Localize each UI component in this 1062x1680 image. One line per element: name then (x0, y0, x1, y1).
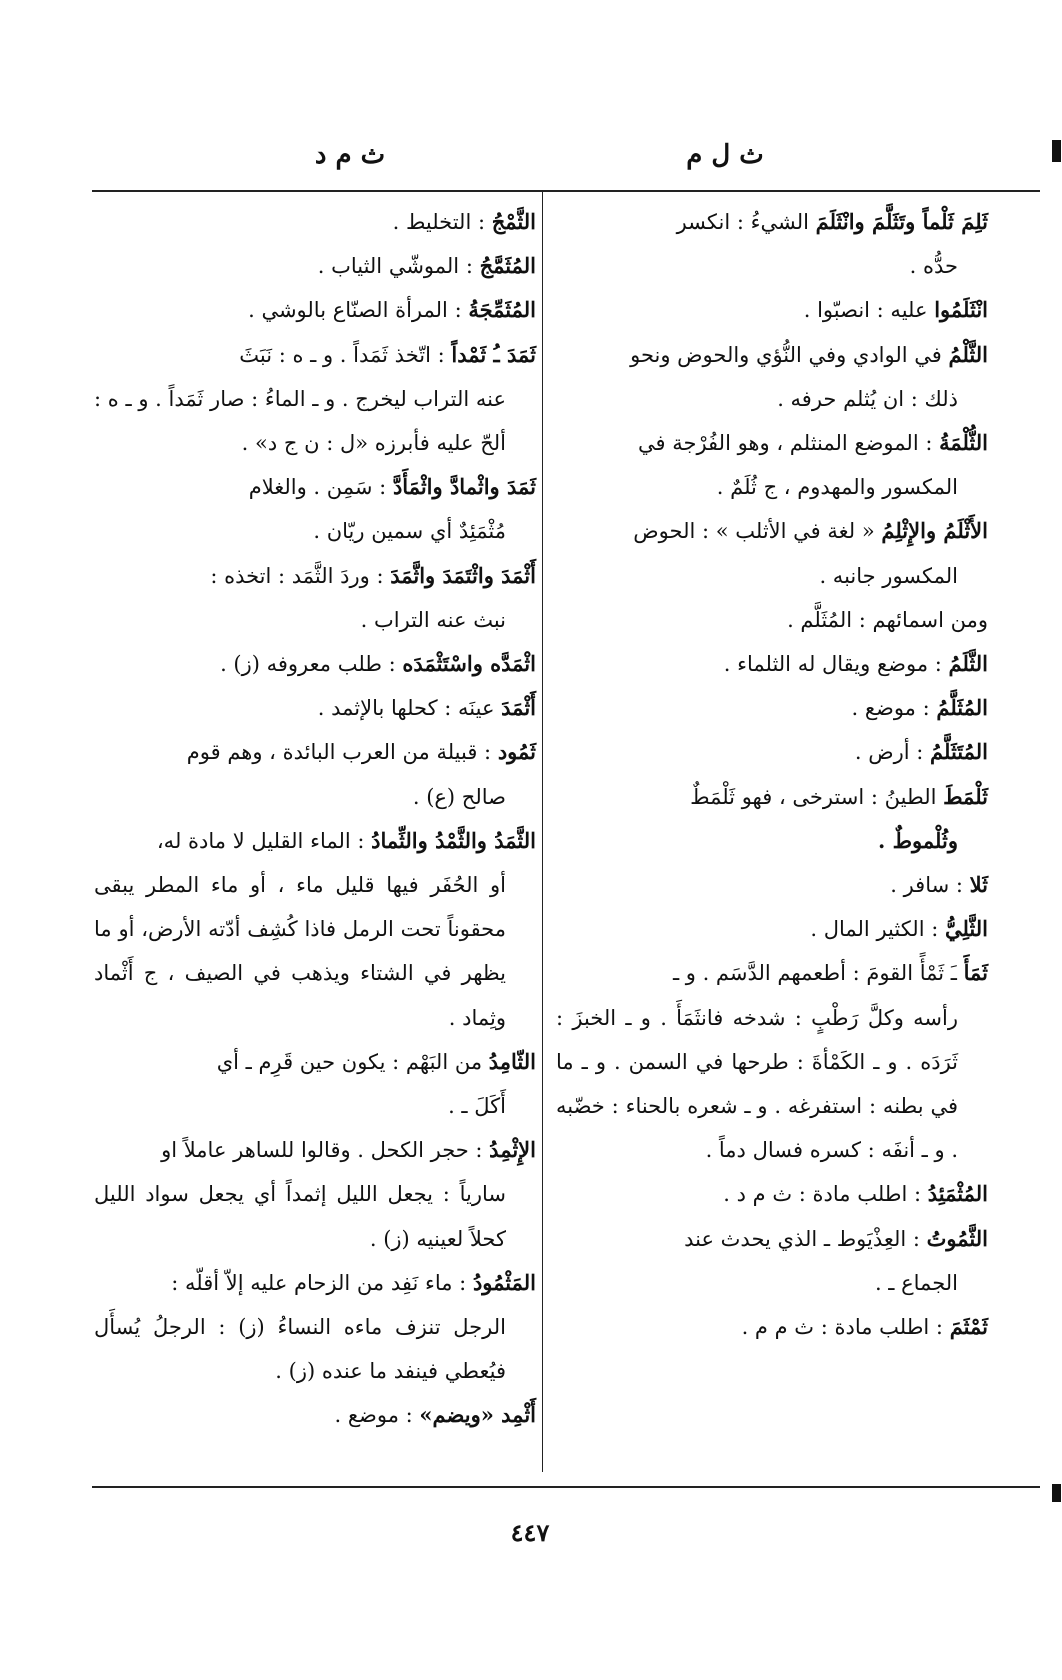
definition: : المرأة الصنّاع بالوشي . (248, 298, 469, 323)
headword: ثَمَأَ (963, 960, 988, 986)
definition-continuation: المكسور والمهدوم ، ج ثُلَمٌ . (716, 475, 958, 500)
headword: اثْمَدَّه واسْتَثْمَدَه (402, 651, 536, 677)
entry (94, 200, 536, 244)
definition: : التخليط . (392, 210, 492, 234)
definition-continuation: حدُّه . (909, 254, 958, 279)
definition: : موضع . (851, 696, 937, 721)
definition: : الماء القليل لا مادة له، (156, 828, 372, 853)
definition: : الموضع المنثلم ، وهو الفُرْجة في (638, 431, 940, 456)
definition-continuation: مُثْمَئِدٌ أي سمين ريّان . (313, 519, 506, 544)
page-number: ٤٤٧ (510, 1518, 550, 1547)
definition: : وردَ الثَّمَد : اتخذه : (210, 563, 391, 588)
headword: الثَّلْمُ (948, 341, 988, 367)
entry (556, 1217, 988, 1305)
headword: الثُّلْمَةُ (939, 430, 988, 456)
definition: : الموشّي الثياب . (317, 254, 480, 279)
definition: : اتّخذ ثَمَداً . و ـ ه : نَبَثَ (239, 342, 452, 367)
bottom-rule (92, 1486, 1040, 1488)
entry (556, 1305, 988, 1349)
definition-continuation: سارياً : يجعل الليل إثمداً أي يجعل سواد الليل كحلاً لعينيه (ز) . (94, 1182, 506, 1251)
headword: الثّامِدُ (488, 1048, 536, 1074)
right-column (556, 200, 988, 1349)
entry (94, 1040, 536, 1128)
scan-edge-mark (1052, 1484, 1061, 1502)
headword: الثَّلِيُّ (944, 916, 988, 942)
entry (94, 333, 536, 466)
entry (556, 333, 988, 421)
entry (94, 554, 536, 642)
entry (94, 465, 536, 553)
headword: الثَّمَدُ والثَّمْدُ والثِّمادُ (371, 827, 536, 853)
headword: المُتَثَلَّمُ (930, 739, 988, 765)
headword: المُثَلَّمُ (936, 695, 988, 721)
entry (94, 642, 536, 686)
headword: الإِثْمِدُ (489, 1137, 536, 1163)
entry (94, 1128, 536, 1261)
definition: الطينُ : استرخى ، فهو ثَلْمَطٌ (690, 784, 944, 809)
entry (556, 509, 988, 597)
definition: : طلب معروفه (ز) . (220, 652, 403, 677)
running-header-left: ث م د (314, 140, 386, 170)
definition: : سَمِن . والغلام (248, 475, 393, 500)
headword: ثَلْمَطَ (943, 783, 988, 809)
entry (94, 1393, 536, 1437)
definition: : قبيلة من العرب البائدة ، وهم قوم (186, 740, 498, 765)
headword: الثَّمُوتُ (926, 1225, 988, 1251)
headword: الثَّلَمُ (948, 651, 988, 677)
definition-continuation: عنه التراب ليخرج . و ـ الماءُ : صار ثَمَداً . و ـ ه : ألحّ عليه فأبرزه «ل : ن ج د» . (94, 386, 506, 456)
definition-continuation: الرجل تنزف ماءه النساءُ (ز) : الرجلُ يُسأَل فيُعطي فينفد ما عنده (ز) . (94, 1315, 506, 1384)
definition: : ماء نَفِد من الزحام عليه إلاّ أقلّه : (171, 1270, 473, 1295)
definition-continuation: وثُلْموطٌ . (878, 827, 958, 853)
definition: الشيءُ : انكسر (676, 210, 816, 234)
entry (556, 288, 988, 332)
definition-continuation: الجماع ـ . (874, 1270, 958, 1295)
entry (94, 686, 536, 730)
left-column (94, 200, 536, 1438)
definition: : اطلب مادة : ث م م . (741, 1315, 950, 1340)
definition-continuation: صالح (ع) . (412, 784, 506, 809)
definition: : سافر . (890, 873, 970, 898)
definition-continuation: ذلك : ان يُثلم حرفه . (777, 386, 958, 411)
entry (556, 642, 988, 686)
definition: عليه : انصبّوا . (803, 298, 935, 323)
headword: ثَلِمَ ثَلْماً وتَثَلَّمَ وانْثَلَمَ (815, 209, 988, 234)
entry (556, 598, 988, 642)
headword: الثَّمْجُ (491, 209, 536, 234)
entry (556, 863, 988, 907)
headword: المُثَمَّجُ (479, 253, 536, 279)
entry (94, 1261, 536, 1394)
entry (556, 907, 988, 951)
running-header-right: ث ل م (686, 140, 764, 170)
entry (94, 244, 536, 288)
definition-continuation: أو الحُفَر فيها قليل ماء ، أو ماء المطر يبقى محقوناً تحت الرمل فاذا كُشِف أدّته الأرض، أو ما يظهر في الشتاء ويذهب في الصيف ، ج أَثْماد وثِماد . (94, 873, 506, 1030)
entry (94, 819, 536, 1040)
entry (94, 288, 536, 332)
definition-continuation: المكسور جانبه . (819, 563, 958, 588)
definition: : حجر الكحل . وقالوا للساهر عاملاً او (161, 1138, 490, 1163)
headword: ثَمْثَمَ (949, 1314, 988, 1340)
headword: أَثْمِد «ويضم» (419, 1402, 536, 1428)
entry (556, 951, 988, 1172)
definition-continuation: أَكَلَ ـ . (448, 1094, 506, 1119)
definition: : أرض . (854, 740, 931, 765)
definition: : موضع . (334, 1403, 420, 1428)
definition: : العِذْيَوط ـ الذي يحدث عند (684, 1226, 927, 1251)
headword: المُثْمَئِدُ (927, 1181, 988, 1207)
entry (556, 200, 988, 288)
headword: ثَلا (969, 872, 988, 898)
headword: انْثَلَمُوا (934, 297, 988, 323)
entry (94, 730, 536, 818)
headword: ثَمَدَ واثْمادَّ واثْمَأَدَّ (392, 474, 536, 500)
headword: ثَمَدَ ـُ ثَمْداً (451, 341, 536, 367)
definition-continuation: رأسه وكلَّ رَطْبٍ : شدخه فانثَمَأَ . و ـ الخبزَ : ثَرَدَه . و ـ الكَمْأةَ : طرحها في السمن . و ـ ما في بطنه : استفرغه . و ـ شعره بالحناء : خضّبه . و ـ أنفَه : كسره فسال دماً . (556, 1005, 958, 1163)
entry (556, 730, 988, 774)
headword: الأَثْلَمُ والإِثْلِمُ (881, 518, 988, 544)
headword: ثَمُود (497, 739, 536, 765)
definition: « لغة في الأثلب » : الحوض (633, 519, 882, 544)
headword: المَثْمُودُ (472, 1269, 536, 1295)
definition-continuation: نبث عنه التراب . (360, 607, 506, 632)
definition: من البَهْم : يكون حين قَرِم ـ أي (216, 1049, 489, 1074)
definition: في الوادي وفي النُّؤي والحوض ونحو (630, 342, 949, 367)
headword: أَثْمَدَ واثْتَمَدَ واثَّمَدَ (390, 562, 536, 588)
definition: عينَه : كحلها بالإثمد . (317, 696, 502, 721)
definition: : اطلب مادة : ث م د . (723, 1182, 928, 1207)
top-rule (92, 190, 1040, 192)
definition: : موضع ويقال له الثلماء . (723, 652, 949, 677)
entry (556, 421, 988, 509)
definition: ـَ ثَمْأً القومَ : أطعمهم الدَّسَم . و ـ (672, 961, 964, 986)
scan-edge-mark (1052, 140, 1061, 162)
entry (556, 775, 988, 863)
entry (556, 686, 988, 730)
definition: : الكثير المال . (810, 917, 945, 942)
entry (556, 1172, 988, 1216)
headword: المُثَمِّجَةُ (468, 297, 536, 323)
definition: ومن اسمائهم : المُثَلَّم . (787, 607, 988, 632)
column-divider (542, 192, 543, 1472)
headword: أَثْمَدَ (501, 695, 536, 721)
